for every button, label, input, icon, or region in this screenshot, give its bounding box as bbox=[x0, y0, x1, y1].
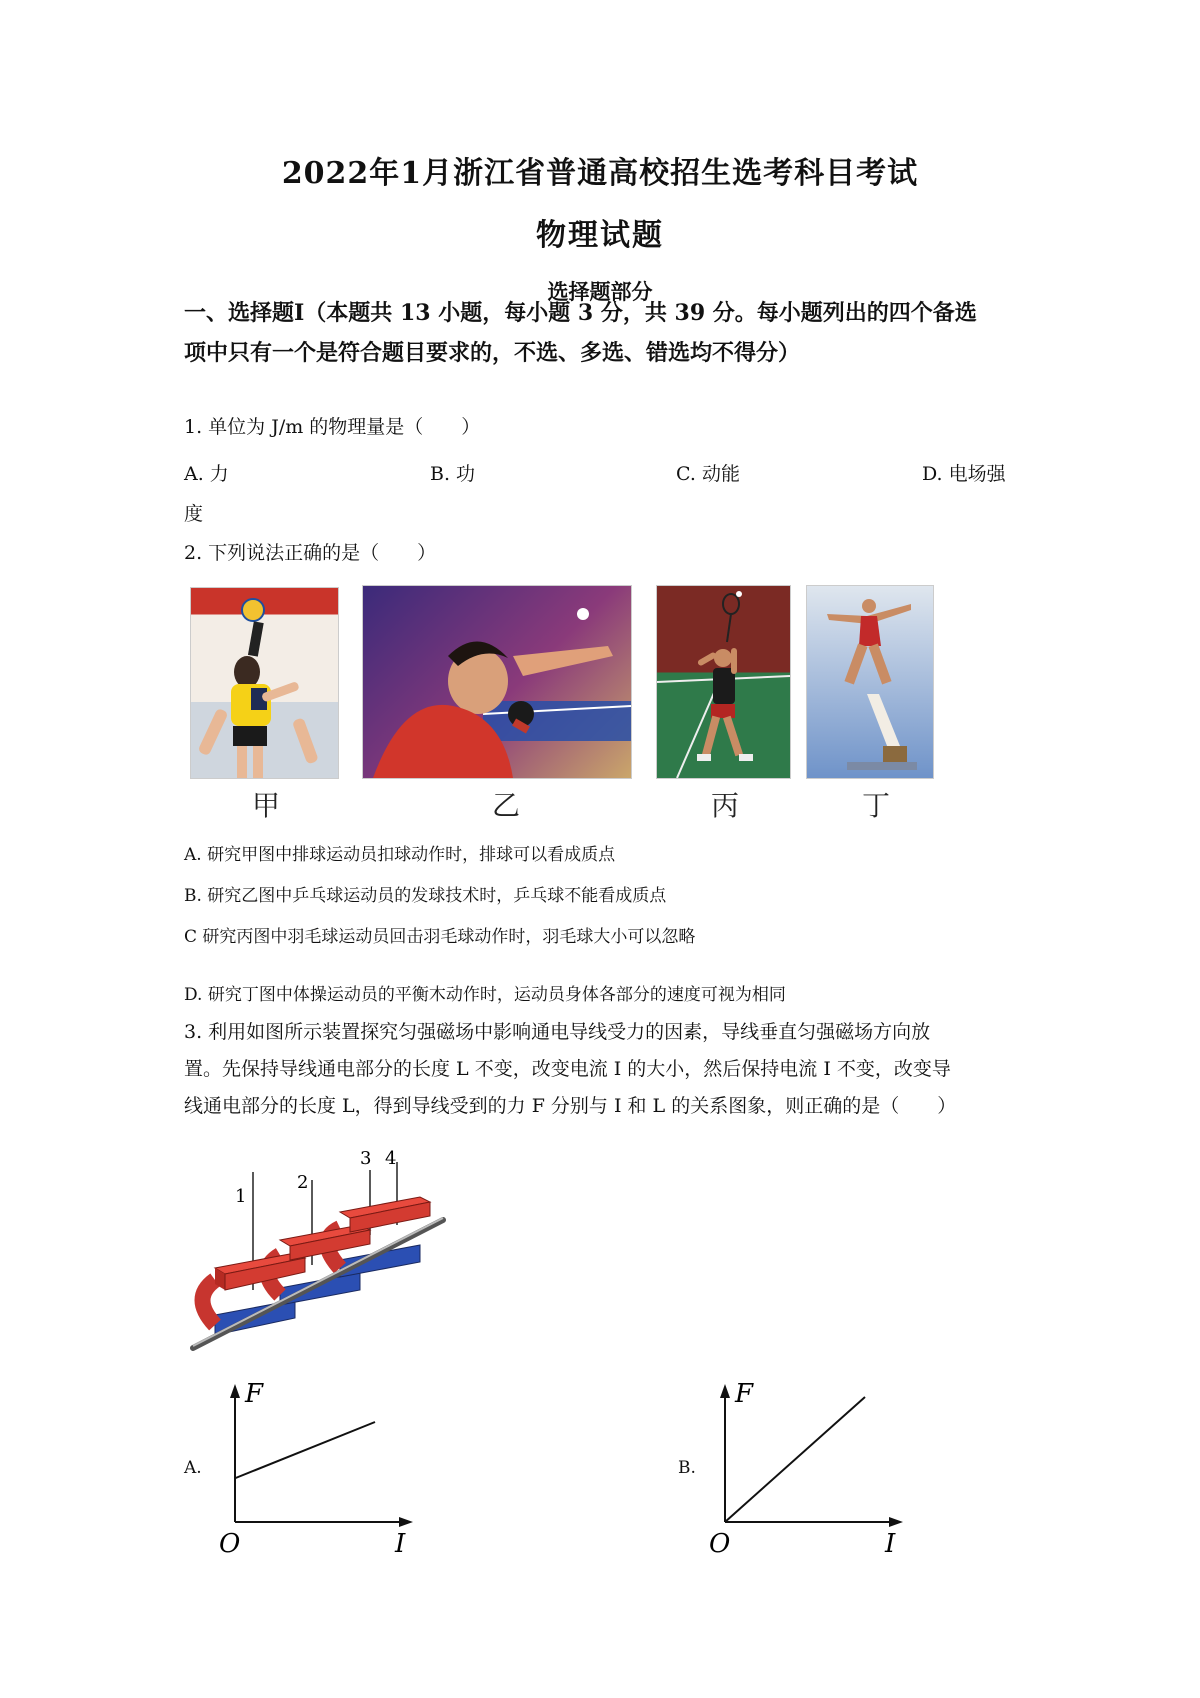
q2-option-d: D. 研究丁图中体操运动员的平衡木动作时，运动员身体各部分的速度可视为相同 bbox=[184, 985, 786, 1005]
q1-option-d: D. 电场强 bbox=[922, 463, 1006, 485]
section-heading-line1: 一、选择题Ⅰ（本题共 13 小题，每小题 3 分，共 39 分。每小题列出的四个备选 bbox=[184, 300, 977, 326]
caption-bing: 丙 bbox=[711, 789, 740, 822]
badminton-photo bbox=[656, 585, 791, 779]
chart-b bbox=[705, 1380, 915, 1555]
chart-a-y-arrow bbox=[230, 1384, 240, 1398]
q3-option-b-label: B. bbox=[678, 1458, 696, 1478]
chart-a bbox=[215, 1380, 425, 1555]
chart-a-ylabel: F bbox=[245, 1380, 264, 1409]
chart-a-series-line bbox=[235, 1422, 375, 1478]
chart-b-y-arrow bbox=[720, 1384, 730, 1398]
q1-option-d-cont: 度 bbox=[184, 503, 204, 525]
wire-label-3: 3 bbox=[360, 1148, 372, 1169]
q2-option-c: C 研究丙图中羽毛球运动员回击羽毛球动作时，羽毛球大小可以忽略 bbox=[184, 927, 696, 947]
q1-option-c: C. 动能 bbox=[676, 463, 740, 485]
q2-option-a: A. 研究甲图中排球运动员扣球动作时，排球可以看成质点 bbox=[184, 845, 616, 865]
magnet-apparatus-figure bbox=[185, 1140, 455, 1360]
table-tennis-photo bbox=[362, 585, 632, 779]
q1-option-b: B. 功 bbox=[430, 463, 476, 485]
chart-b-origin: O bbox=[709, 1529, 731, 1555]
q1-stem: 1. 单位为 J/m 的物理量是（ ） bbox=[184, 416, 481, 438]
q2-option-b: B. 研究乙图中乒乓球运动员的发球技术时，乒乓球不能看成质点 bbox=[184, 886, 667, 906]
exam-title: 2022年1月浙江省普通高校招生选考科目考试 bbox=[281, 156, 919, 191]
chart-b-series-line bbox=[725, 1397, 865, 1522]
q3-stem-line2: 置。先保持导线通电部分的长度 L 不变，改变电流 I 的大小，然后保持电流 I 不变，改变导 bbox=[184, 1058, 951, 1080]
wire-label-4: 4 bbox=[385, 1148, 397, 1169]
volleyball-photo bbox=[190, 587, 339, 779]
chart-a-xlabel: I bbox=[395, 1529, 406, 1555]
chart-a-origin: O bbox=[219, 1529, 241, 1555]
q3-option-a-label: A. bbox=[184, 1458, 202, 1478]
q2-stem: 2. 下列说法正确的是（ ） bbox=[184, 542, 437, 564]
gymnastics-photo bbox=[806, 585, 934, 779]
q3-stem-line3: 线通电部分的长度 L，得到导线受到的力 F 分别与 I 和 L 的关系图象，则正确的是（ ） bbox=[184, 1095, 957, 1117]
caption-yi: 乙 bbox=[492, 789, 521, 822]
q1-option-a: A. 力 bbox=[184, 463, 229, 485]
wire-label-1: 1 bbox=[235, 1186, 247, 1207]
part-title: 选择题部分 bbox=[547, 279, 653, 304]
wire-label-2: 2 bbox=[297, 1172, 309, 1193]
chart-a-x-arrow bbox=[399, 1517, 413, 1527]
chart-b-ylabel: F bbox=[735, 1380, 754, 1409]
caption-jia: 甲 bbox=[252, 789, 281, 822]
section-heading-line2: 项中只有一个是符合题目要求的，不选、多选、错选均不得分） bbox=[184, 340, 801, 366]
caption-ding: 丁 bbox=[862, 789, 891, 822]
q3-stem-line1: 3. 利用如图所示装置探究匀强磁场中影响通电导线受力的因素，导线垂直匀强磁场方向放 bbox=[184, 1021, 931, 1043]
subject-title: 物理试题 bbox=[536, 218, 664, 253]
chart-b-xlabel: I bbox=[885, 1529, 896, 1555]
chart-b-x-arrow bbox=[889, 1517, 903, 1527]
